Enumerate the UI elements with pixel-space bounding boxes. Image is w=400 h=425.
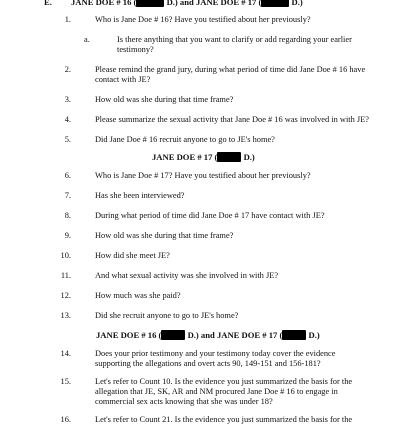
item-number: 5. xyxy=(64,135,71,144)
section-header-part-a: JANE DOE # 16 ( xyxy=(71,0,137,7)
item-text: Please summarize the sexual activity that Jane Doe # 16 was involved in with JE? xyxy=(95,115,369,124)
item-number: 11. xyxy=(60,271,71,280)
subheading-jane-doe-16-17 xyxy=(96,330,320,340)
subheading-part-a: JANE DOE # 17 ( xyxy=(152,152,218,162)
item-number: 12. xyxy=(60,291,71,300)
item-text: testimony? xyxy=(117,45,154,54)
subheading-part-a: JANE DOE # 16 ( xyxy=(96,330,162,340)
item-text: Who is Jane Doe # 17? Have you testified about her previously? xyxy=(95,171,311,180)
item-number: 6. xyxy=(64,171,71,180)
item-number: 14. xyxy=(60,349,71,358)
item-text: Who is Jane Doe # 16? Have you testified about her previously? xyxy=(95,15,311,24)
item-text: Did she recruit anyone to go to JE's home? xyxy=(95,311,239,320)
item-text: Please remind the grand jury, during what period of time did Jane Doe # 16 have xyxy=(95,65,366,74)
item-number: 13. xyxy=(60,311,71,320)
item-number: 8. xyxy=(64,211,71,220)
item-text: supporting the allegations and overt acts 90, 149-151 and 156-181? xyxy=(95,359,321,368)
section-header-part-b: D.) and JANE DOE # 17 ( xyxy=(164,0,262,7)
item-text: And what sexual activity was she involved in with JE? xyxy=(95,271,279,280)
item-text: How much was she paid? xyxy=(95,291,181,300)
item-text: allegation that JE, SK, AR and NM procured Jane Doe # 16 to engage in xyxy=(95,387,338,396)
item-text: Let's refer to Count 21. Is the evidence you just summarized the basis for the xyxy=(95,415,353,424)
section-header-part-c: D.) xyxy=(289,0,303,7)
item-text: How did she meet JE? xyxy=(95,251,170,260)
item-number: 2. xyxy=(64,65,71,74)
item-text: Does your prior testimony and your testimony today cover the evidence xyxy=(95,349,336,358)
item-number: 1. xyxy=(64,15,71,24)
item-number: 4. xyxy=(64,115,71,124)
subheading-jane-doe-17 xyxy=(152,152,255,162)
item-number: 16. xyxy=(60,415,71,424)
item-number: 3. xyxy=(64,95,71,104)
redaction-block xyxy=(161,330,185,340)
redaction-block xyxy=(217,152,241,162)
subitem-letter: a. xyxy=(84,35,90,44)
item-number: 10. xyxy=(60,251,71,260)
subheading-part-b: D.) and JANE DOE # 17 ( xyxy=(185,330,283,340)
subheading-part-b: D.) xyxy=(241,152,255,162)
item-text: contact with JE? xyxy=(95,75,151,84)
section-letter: E. xyxy=(44,0,52,7)
item-number: 9. xyxy=(64,231,71,240)
item-text: commercial sex acts knowing that she was under 18? xyxy=(95,397,273,406)
section-header xyxy=(71,0,303,7)
item-number: 7. xyxy=(64,191,71,200)
item-text: Let's refer to Count 10. Is the evidence you just summarized the basis for the xyxy=(95,377,353,386)
item-text: During what period of time did Jane Doe # 17 have contact with JE? xyxy=(95,211,325,220)
redaction-block xyxy=(282,330,306,340)
item-text: Has she been interviewed? xyxy=(95,191,185,200)
redaction-block xyxy=(136,0,164,7)
item-text: Is there anything that you want to clarify or add regarding your earlier xyxy=(117,35,352,44)
item-number: 15. xyxy=(60,377,71,386)
subheading-part-c: D.) xyxy=(306,330,320,340)
item-text: How old was she during that time frame? xyxy=(95,231,234,240)
item-text: How old was she during that time frame? xyxy=(95,95,234,104)
redaction-block xyxy=(261,0,289,7)
item-text: Did Jane Doe # 16 recruit anyone to go to JE's home? xyxy=(95,135,275,144)
